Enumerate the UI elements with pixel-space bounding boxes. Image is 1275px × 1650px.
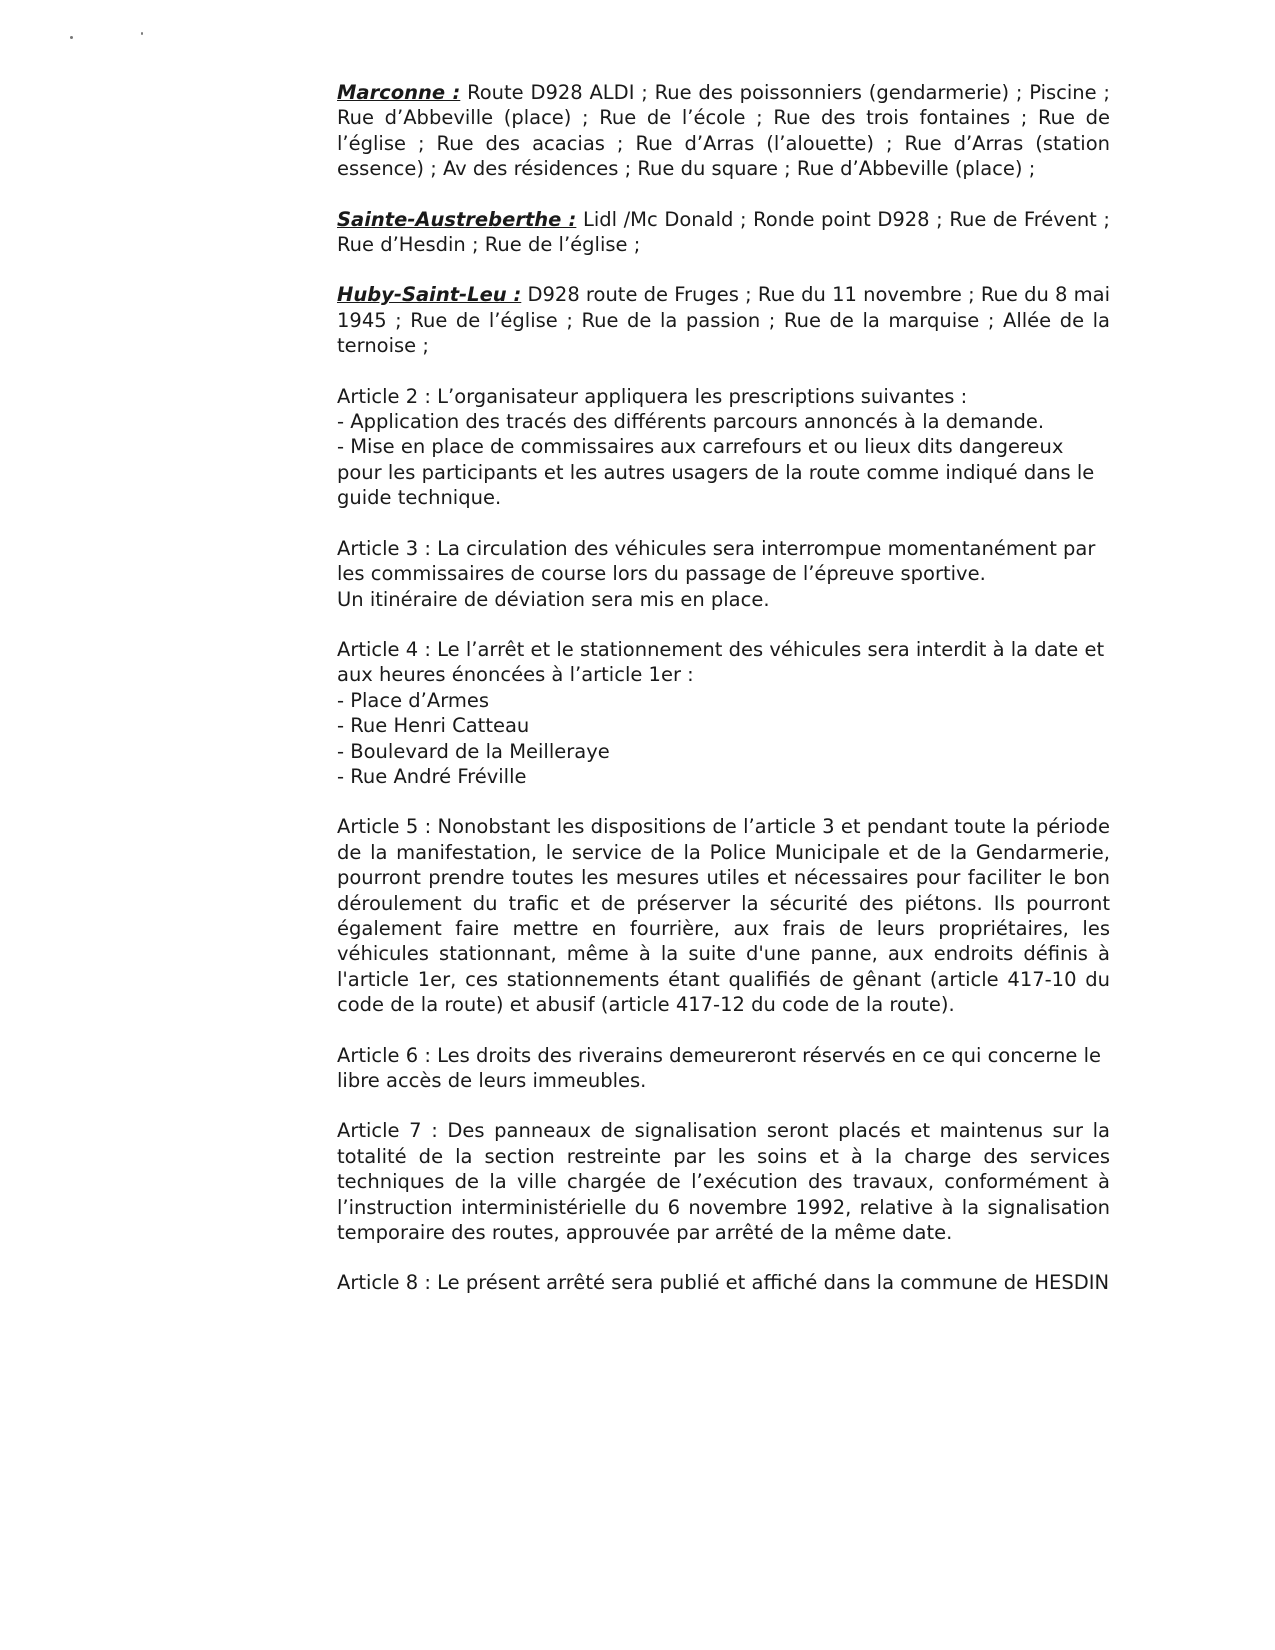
- commune-streets: Route D928 ALDI ; Rue des poissonniers (gendarmerie) ; Piscine ; Rue d’Abbeville (place) ; Rue de l’école ; Rue des trois fontaines ; Rue de l’église ; Rue des acacias ; Rue d’Arras (l’alouette) ; Rue d’Arras (station essence) ; Av des résidences ; Rue du square ; Rue d’Abbeville (place) ;: [337, 81, 1110, 181]
- article-3-text: Article 3 : La circulation des véhicules sera interrompue momentanément par les commissaires de course lors du passage de l’épreuve sportive.: [337, 536, 1096, 586]
- street-list-item: - Rue Henri Catteau: [337, 714, 530, 738]
- commune-streets: D928 route de Fruges ; Rue du 11 novembre ; Rue du 8 mai 1945 ; Rue de l’église ; Rue de la passion ; Rue de la marquise ; Allée de la ternoise ;: [337, 283, 1110, 358]
- scan-speck: [70, 36, 73, 39]
- article-2: [337, 384, 1110, 511]
- commune-name: Sainte-Austreberthe :: [337, 207, 577, 231]
- street-list-item: - Boulevard de la Meilleraye: [337, 739, 610, 763]
- commune-name: Marconne :: [337, 81, 461, 104]
- article-3: [337, 536, 1110, 612]
- commune-paragraph-huby-saint-leu: [337, 282, 1110, 358]
- street-list-item: - Rue André Fréville: [337, 764, 527, 788]
- article-5: Article 5 : Nonobstant les dispositions de l’article 3 et pendant toute la période de la manifestation, le service de la Police Municipale et de la Gendarmerie, pourront prendre toutes les mesures utiles et nécessaires pour faciliter le bon déroulement du trafic et de préserver la sécurité des piétons. Ils pourront également faire mettre en fourrière, aux frais de leurs propriétaires, les véhicules stationnant, même à la suite d'une panne, aux endroits définis à l'article 1er, ces stationnements étant qualifiés de gênant (article 417-10 du code de la route) et abusif (article 417-12 du code de la route).: [337, 815, 1110, 1017]
- commune-name: Huby-Saint-Leu :: [337, 283, 522, 307]
- article-6: Article 6 : Les droits des riverains demeureront réservés en ce qui concerne le libre accès de leurs immeubles.: [337, 1043, 1102, 1092]
- article-2-item: - Application des tracés des différents parcours annoncés à la demande.: [337, 410, 1045, 434]
- commune-streets: Lidl /Mc Donald ; Ronde point D928 ; Rue de Frévent ; Rue d’Hesdin ; Rue de l’église ;: [337, 207, 1110, 257]
- street-list-item: - Place d’Armes: [337, 688, 490, 712]
- scan-speck: [141, 32, 143, 35]
- document-body: [337, 80, 1110, 1321]
- commune-paragraph-marconne: [337, 80, 1110, 182]
- article-8: Article 8 : Le présent arrêté sera publié et affiché dans la commune de HESDIN: [337, 1271, 1110, 1295]
- article-2-item: - Mise en place de commissaires aux carrefours et ou lieux dits dangereux pour les participants et les autres usagers de la route comme indiqué dans le guide technique.: [337, 435, 1095, 510]
- commune-paragraph-sainte-austreberthe: [337, 207, 1110, 258]
- article-4-text: Article 4 : Le l’arrêt et le stationnement des véhicules sera interdit à la date et aux heures énoncées à l’article 1er :: [337, 637, 1105, 687]
- article-3-text-2: Un itinéraire de déviation sera mis en place.: [337, 587, 770, 611]
- article-7: Article 7 : Des panneaux de signalisation seront placés et maintenus sur la totalité de la section restreinte par les soins et à la charge des services techniques de la ville chargée de l’exécution des travaux, conformément à l’instruction interministérielle du 6 novembre 1992, relative à la signalisation temporaire des routes, approuvée par arrêté de la même date.: [337, 1119, 1110, 1245]
- article-4: [337, 637, 1110, 789]
- article-2-heading: Article 2 : L’organisateur appliquera les prescriptions suivantes :: [337, 384, 968, 408]
